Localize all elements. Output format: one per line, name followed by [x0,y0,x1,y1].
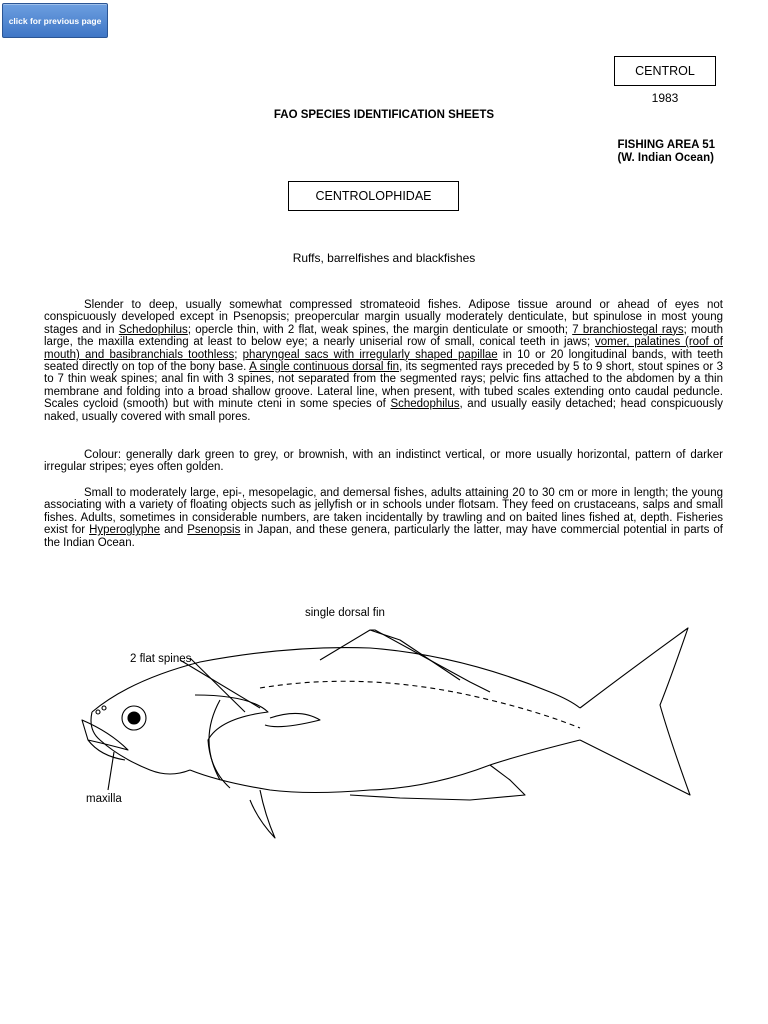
text-segment: Slender to deep, usually somewhat compressed stromateoid fishes. Adipose tissue around or ahead of eyes not conspicuously developed except in Psenopsis; preopercular margin usually moderately denticulate, but spinulose in most young stages and in [44,299,723,336]
underlined-term: Hyperoglyphe [89,524,161,537]
underlined-term: 7 branchiostegal rays [572,323,684,336]
head-outline [91,712,190,774]
previous-page-button[interactable]: click for previous page [2,3,108,38]
sheet-title: FAO SPECIES IDENTIFICATION SHEETS [273,109,495,121]
body-dorsal-outline [92,648,580,712]
underlined-term: Schedophilus [390,398,460,411]
underlined-term: vomer, palatines (roof of mouth) and basibranchials toothless [44,336,723,361]
text-segment: ; mouth large, the maxilla extending at least to below eye; a nearly uniserial row of small, conical teeth in jaws; [44,323,724,349]
underlined-term: Schedophilus [118,323,188,336]
publication-year: 1983 [651,91,679,105]
label-maxilla: maxilla [86,793,122,805]
species-code-box [614,56,716,86]
underlined-term: pharyngeal sacs with irregularly shaped papillae [242,348,498,361]
label-flat-spines: 2 flat spines [130,653,192,665]
text-segment: and [160,524,188,537]
family-name-box [288,181,459,211]
fish-illustration [70,600,700,845]
underlined-term: A single continuous dorsal fin [249,361,400,374]
maxilla-pointer [108,752,114,790]
text-segment: in Japan, and these genera, particularly the latter, may have commercial potential in parts of the Indian Ocean. [44,524,723,549]
underlined-term: Psenopsis [187,524,241,537]
fish-drawing [70,600,700,845]
description-paragraph [44,299,723,423]
common-names: Ruffs, barrelfishes and blackfishes [292,251,476,265]
colour-paragraph [44,449,723,474]
fishing-area [617,139,715,165]
pelvic-fin-outline [250,790,275,838]
label-single-dorsal-fin: single dorsal fin [305,607,385,619]
text-segment: Colour: generally dark green to grey, or brownish, with an indistinct vertical, or more usually horizontal, pattern of darker irregular stripes; eyes often golden. [44,449,723,474]
body-ventral-outline [190,740,580,793]
text-segment: ; [234,348,243,361]
maxilla-outline [82,720,128,750]
dorsal-fin-outline [320,630,490,692]
text-segment: in 10 or 20 longitudinal bands, with teeth seated directly on top of the bony base. [44,348,724,374]
fishing-area-region: (W. Indian Ocean) [617,152,714,164]
text-segment: Small to moderately large, epi-, mesopelagic, and demersal fishes, adults attaining 20 to 30 cm or more in length; the young associating with a variety of floating objects such as jellyfish or in schools under flotsam. They feed on crustaceans, salps and small fishes. Adults, sometimes in considerable numbers, are taken incidentally by trawling and on baited lines fished at, depth. Fisheries exist for [44,487,723,537]
fishing-area-number: FISHING AREA 51 [617,139,715,151]
family-name: CENTROLOPHIDAE [315,189,432,203]
caudal-fin-outline [580,628,690,795]
biology-paragraph [44,487,723,549]
text-segment: , its segmented rays preceded by 5 to 9 short, stout spines or 3 to 7 thin weak spines; anal fin with 3 spines, not separated from the segmented rays; pelvic fins attached to the abdomen by a thin membrane and folding into a broad shallow groove. Lateral line, when present, with tubed scales extending onto caudal peduncle. Scales cycloid (smooth) but with minute cteni in some species of [44,361,723,411]
text-segment: ; opercle thin, with 2 flat, weak spines, the margin denticulate or smooth; [187,323,573,336]
species-code: CENTROL [635,64,695,78]
anal-fin-outline [350,765,525,800]
text-segment: , and usually easily detached; head conspicuously naked, usually covered with small pores. [44,398,723,423]
